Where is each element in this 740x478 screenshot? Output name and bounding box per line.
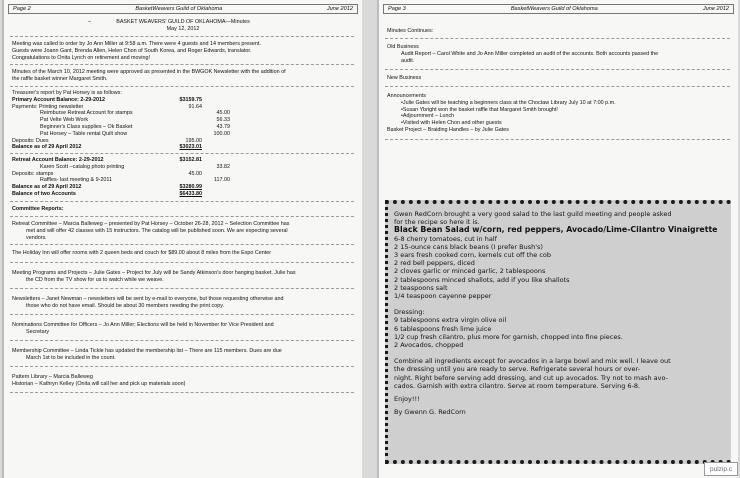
minutes-approval xyxy=(12,69,352,83)
org-name: BasketWeavers Guild of Oklahoma xyxy=(510,6,598,12)
page-number: Page 3 xyxy=(388,6,406,12)
issue-date: June 2012 xyxy=(702,6,729,12)
ingredient: 2 tablespoons minced shallots, add if you like shallots xyxy=(394,275,570,284)
divider xyxy=(10,244,354,245)
dressing-item: 9 tablespoons extra virgin olive oil xyxy=(394,316,507,325)
divider xyxy=(10,366,354,367)
approval-line: the raffle basket winner Margaret Smith. xyxy=(12,75,108,82)
report-programs: Meeting Programs and Projects – Julie Gates – Project for July will be Sandy Atkinson's door hanging basket. Julie has the CD from the TV show for us to watch while we weave. xyxy=(12,270,296,283)
newsletter-page-2 xyxy=(2,0,362,478)
ingredient: 2 15-ounce cans black beans (I prefer Bush's) xyxy=(394,242,543,251)
old-business: Old Business Audit Report – Carol White and Jo Ann Miller completed an audit of the accounts. Both accounts passed the audit. xyxy=(387,44,659,64)
retreat-account xyxy=(12,157,352,198)
directions-line: the dressing until you are ready to serve. Refrigerate several hours or over- xyxy=(394,365,641,374)
minutes-title xyxy=(4,19,362,33)
page-header xyxy=(383,4,734,14)
approval-line: Minutes of the March 10, 2012 meeting were approved as presented in the BWGOK Newsletter with the addition of xyxy=(12,69,286,75)
divider xyxy=(10,262,354,263)
page-number: Page 2 xyxy=(13,6,31,12)
directions-line: Combine all ingredients except for avocados in a large bowl and mix well. I leave out xyxy=(394,357,671,366)
retreat-row: Deposits: stamps 45.00 xyxy=(12,170,202,177)
ingredient: 6-8 cherry tomatoes, cut in half xyxy=(394,234,497,243)
report-membership: Membership Committee – Linda Tickle has updated the membership list – There are 115 members. Dues are due March 1st to be included in the count. xyxy=(12,348,282,361)
committee-heading: Committee Reports: xyxy=(12,206,64,212)
ingredient: 2 teaspoons salt xyxy=(394,283,448,292)
announcements: Announcements •Julie Gates will be teaching a beginners class at the Choctaw Library July 10 at 7:00 p.m. •Susan Ybright won the basket raffle that Margaret Smith brought! •Adjournment – Lunch •Visited with Helen Chon and other guests Basket Project – Braiding Handles – by Julie Gates xyxy=(387,93,616,133)
recipe-intro: Gwen RedCorn brought a very good salad to the last guild meeting and people asked xyxy=(394,210,672,218)
ingredient: 1/4 teaspoon cayenne pepper xyxy=(394,292,492,301)
treasurer-row: Balance as of 29 April 2012 $3023.01 xyxy=(12,144,202,151)
intro-line: Guests were Joann Gant, Brenda Allen, Helen Chon of South Korea, and Roger Edwards, translator. xyxy=(12,47,252,54)
divider xyxy=(10,340,354,341)
dressing-item: 2 Avocados, chopped xyxy=(394,341,464,350)
library-historian: Pattern Library – Marcia Balleweg Historian – Kathryn Kelley (Onita will call her and pick up materials soon) xyxy=(12,374,186,387)
recipe-box xyxy=(385,200,731,464)
title-dash: – xyxy=(88,19,91,25)
divider xyxy=(385,139,730,140)
divider xyxy=(10,86,354,87)
divider xyxy=(10,314,354,315)
report-nominations: Nominations Committee for Officers – Jo Ann Miller; Elections will be held in November for Vice President and Secretary xyxy=(12,322,274,335)
retreat-row: Retreat Account Balance: 2-29-2012 $3152.81 xyxy=(12,157,202,163)
retreat-row: Balance of two Accounts $6433.80 xyxy=(12,190,202,197)
divider xyxy=(10,288,354,289)
report-newsletters: Newsletters – Janet Newman – newsletters will be sent by e-mail to everyone, but those requesting otherwise and those who do not have email. Should be about 30 members needing the print copy. xyxy=(12,296,284,309)
page-header xyxy=(8,4,358,14)
treasurer-row: Beginner's Class supplies – Ok Basket 43.79 xyxy=(40,123,230,130)
divider xyxy=(10,153,354,154)
recipe-enjoy: Enjoy!!! xyxy=(394,395,420,404)
recipe-byline: By Gwenn G. RedCorn xyxy=(394,408,466,417)
divider xyxy=(385,69,730,70)
minutes-title-line2: May 12, 2012 xyxy=(166,25,200,32)
divider xyxy=(10,216,354,217)
retreat-row: Raffles- last meeting & 9-2011 117.00 xyxy=(40,177,230,184)
dressing-heading: Dressing: xyxy=(394,308,425,317)
treasurer-row: Reimburse Retreat Account for stamps 45.00 xyxy=(40,110,230,117)
meeting-intro xyxy=(12,41,352,61)
retreat-row: Karen Scott –catalog photo printing 33.82 xyxy=(40,163,230,170)
treasurer-row: Deposits: Dues 195.00 xyxy=(12,137,202,144)
treasurer-row: Pat Horsey – Table rental Quilt show 100.00 xyxy=(40,130,230,137)
treasurer-report xyxy=(12,90,352,151)
treasurer-row: Payments: Printing newsletter 91.64 xyxy=(12,103,202,110)
issue-date: June 2012 xyxy=(326,6,353,12)
recipe-title: Black Bean Salad w/corn, red peppers, Avocado/Lime-Cilantro Vinaigrette xyxy=(394,225,718,235)
ingredient: 3 ears fresh cooked corn, kernels cut off the cob xyxy=(394,251,552,260)
divider xyxy=(10,64,354,65)
intro-line: Congratulations to Onita Lynch on retirement and moving! xyxy=(12,54,150,61)
treasurer-row: Primary Account Balance: 2-29-2012 $3159.75 xyxy=(12,96,202,103)
divider xyxy=(10,36,354,37)
watermark-logo: pulzip.c xyxy=(704,462,738,476)
report-holiday-inn: The Holiday Inn will offer rooms with 2 queen beds and couch for $89.00 about 8 miles from the Expo Center xyxy=(12,250,272,256)
treasurer-row: Treasurer's report by Pat Horsey is as follows: xyxy=(12,90,122,96)
org-name: BasketWeavers Guild of Oklahoma xyxy=(135,6,223,12)
minutes-title-line1: BASKET WEAVERS' GUILD OF OKLAHOMA—Minutes xyxy=(116,19,250,25)
newsletter-page-3 xyxy=(377,0,738,478)
intro-line: Meeting was called to order by Jo Ann Miller at 9:58 a.m. There were 4 guests and 14 members present. xyxy=(12,41,261,47)
dressing-item: 1/2 cup fresh cilantro, plus more for garnish, chopped into fine pieces. xyxy=(394,332,623,341)
new-business: New Business xyxy=(387,75,422,81)
ingredient: 2 red bell peppers, diced xyxy=(394,259,475,268)
divider xyxy=(10,392,354,393)
dressing-item: 6 tablespoons fresh lime juice xyxy=(394,324,492,333)
divider xyxy=(385,86,730,87)
retreat-row: Balance as of 29 April 2012 $3280.99 xyxy=(12,184,202,191)
report-retreat: Retreat Committee – Marcia Balleweg – presented by Pat Horsey – October 26-28, 2012 – Selection Committee has met and will offer 42 classes with 15 instructors. The catalog will be published soon. We are expecting several vendors. xyxy=(12,221,290,241)
directions-line: cados. Garnish with extra cilantro. Serve at room temperature. Serving 6-8. xyxy=(394,381,641,390)
recipe-intro: for the recipe so here it is. xyxy=(394,218,480,227)
minutes-continues: Minutes Continues: xyxy=(387,28,434,34)
divider xyxy=(10,201,354,202)
directions-line: night. Right before serving add dressing, and cut up avocados. Try not to mash avo- xyxy=(394,373,668,382)
treasurer-row: Pat Velte Web Work 56.33 xyxy=(40,117,230,124)
divider xyxy=(385,38,730,39)
ingredient: 2 cloves garlic or minced garlic, 2 tablespoons xyxy=(394,267,546,276)
